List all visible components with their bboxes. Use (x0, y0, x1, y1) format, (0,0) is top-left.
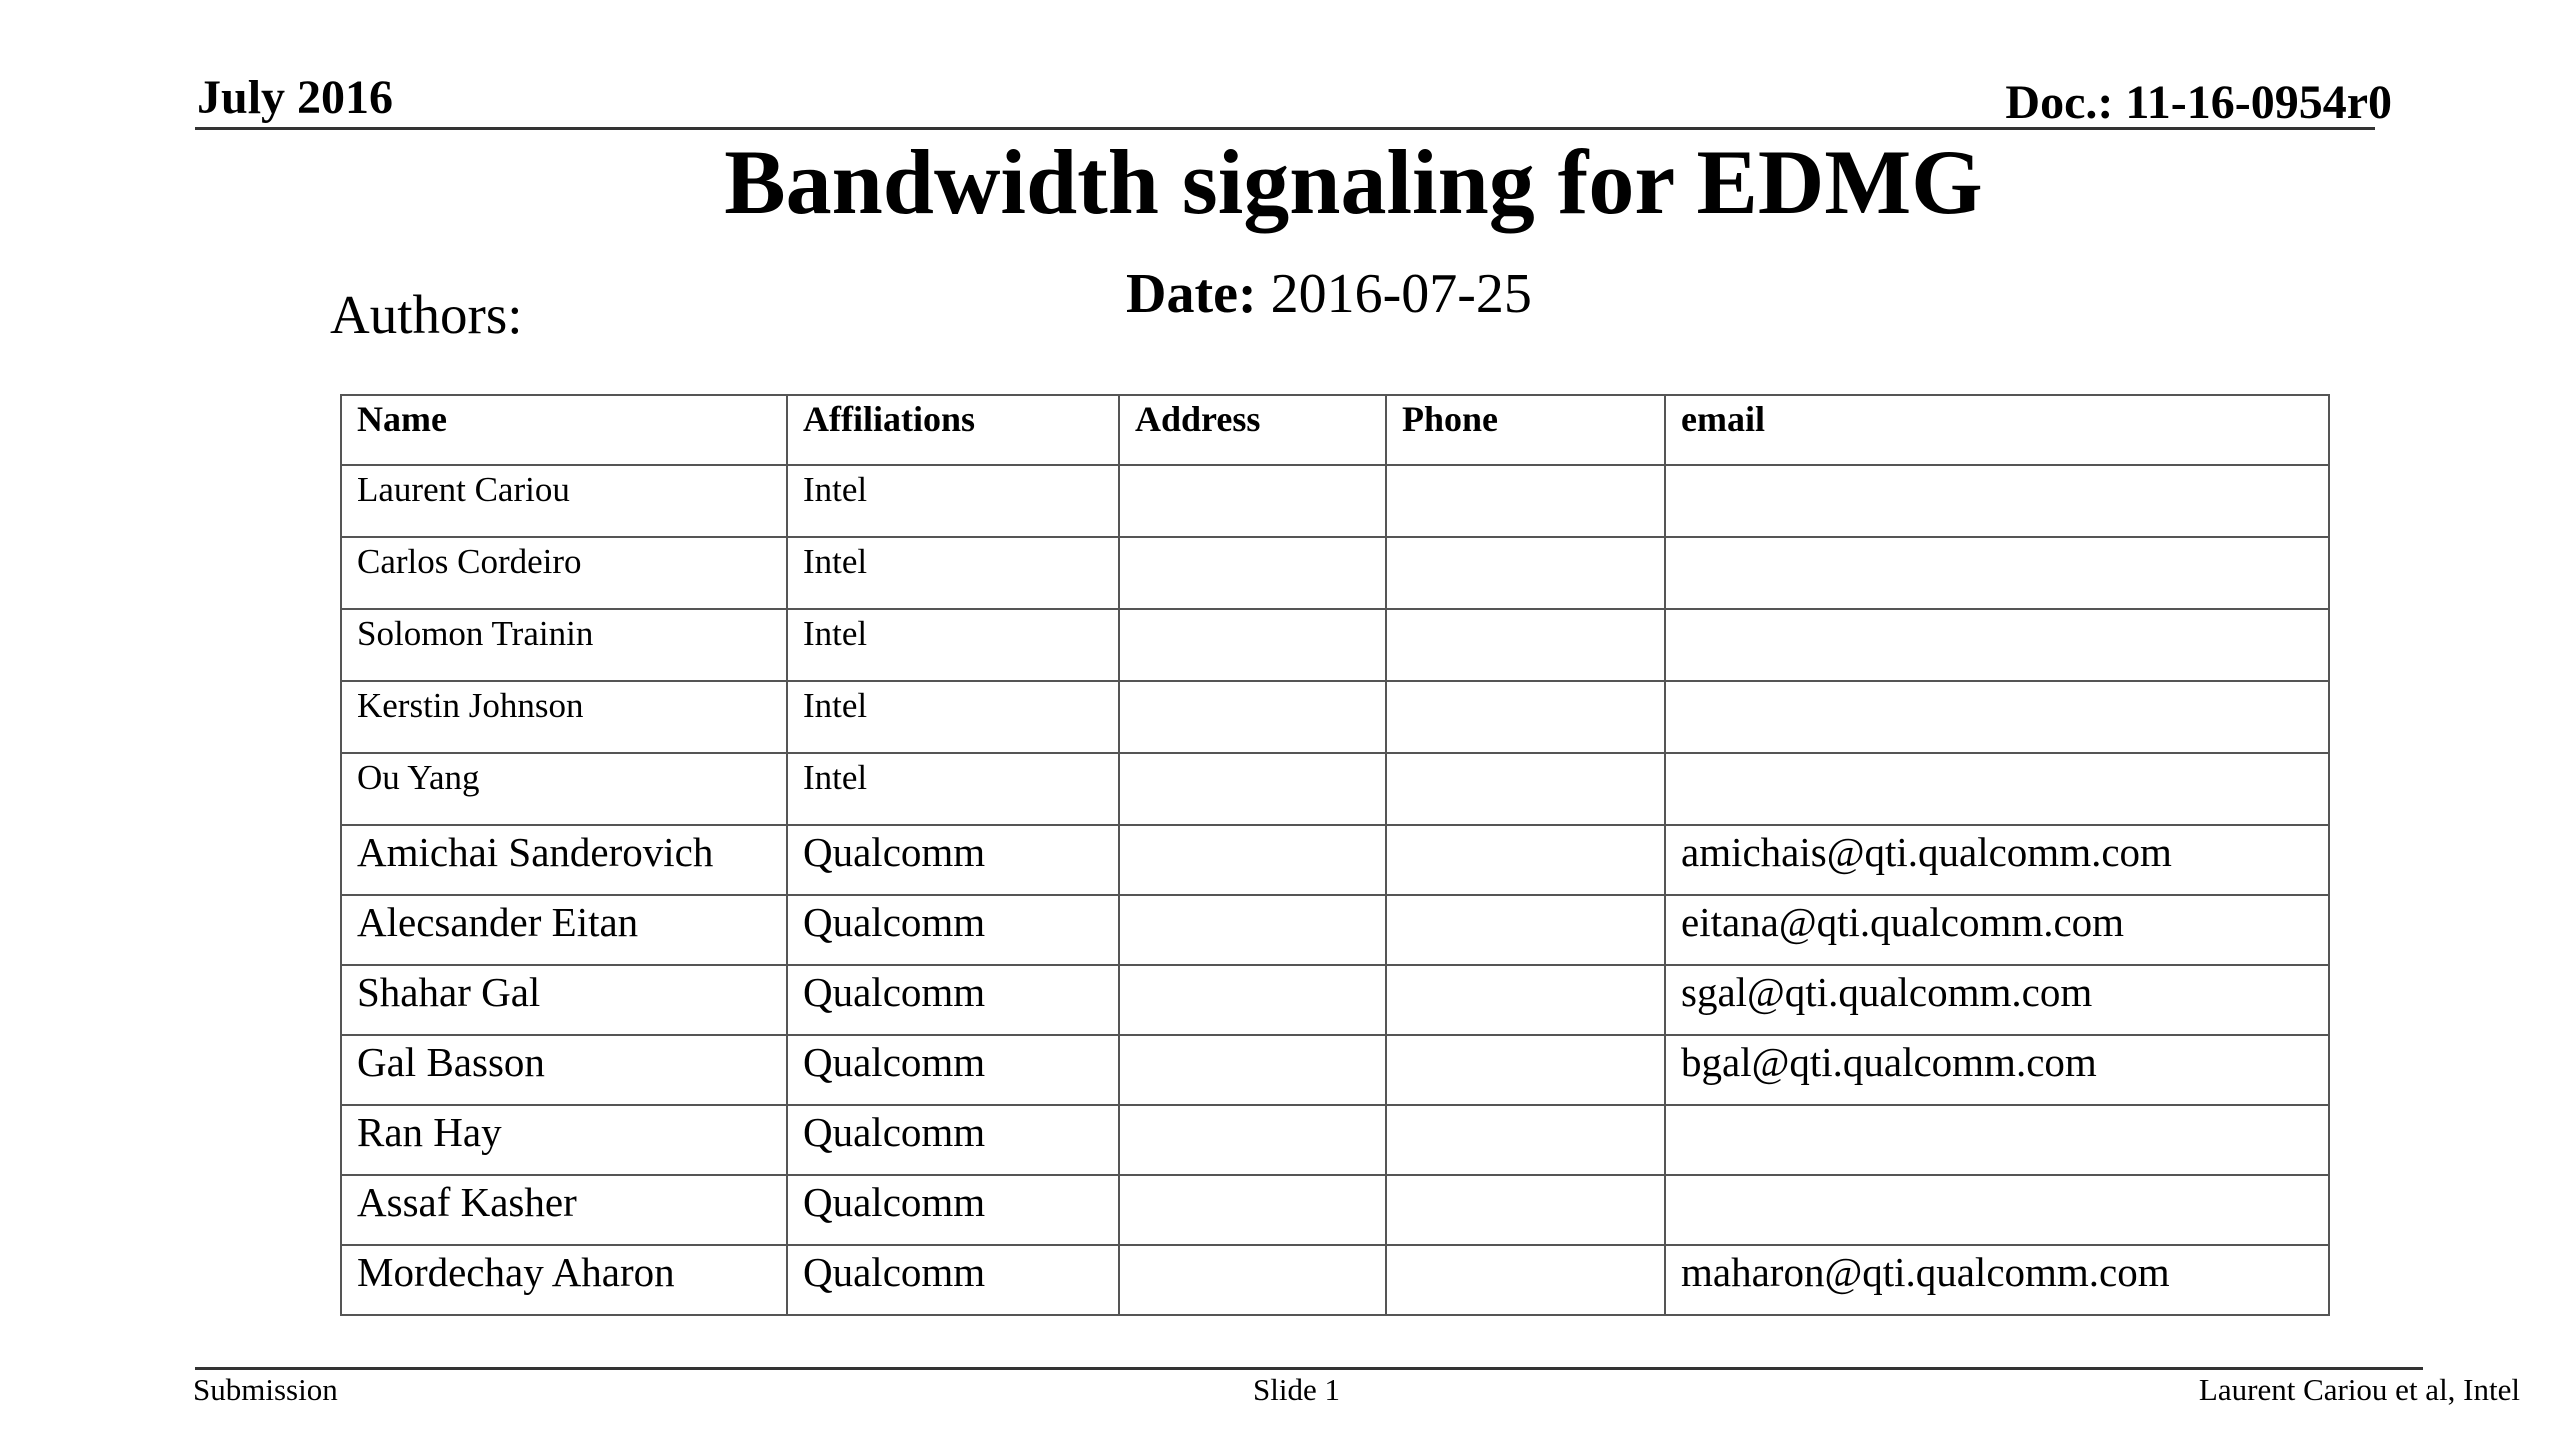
table-row (341, 681, 2329, 753)
date-line (1126, 262, 1532, 326)
author-affiliation: Qualcomm (787, 1105, 1119, 1175)
column-header-name: Name (341, 395, 787, 465)
header-date: July 2016 (197, 71, 394, 124)
author-phone (1386, 1035, 1665, 1105)
table-row (341, 1105, 2329, 1175)
table-row (341, 753, 2329, 825)
table-row (341, 965, 2329, 1035)
author-phone (1386, 465, 1665, 537)
author-email: eitana@qti.qualcomm.com (1665, 895, 2329, 965)
footer-submission: Submission (193, 1372, 338, 1407)
column-header-affiliations: Affiliations (787, 395, 1119, 465)
author-affiliation: Qualcomm (787, 1035, 1119, 1105)
author-address (1119, 753, 1386, 825)
author-affiliation: Intel (787, 609, 1119, 681)
author-email: amichais@qti.qualcomm.com (1665, 825, 2329, 895)
authors-table (340, 394, 2330, 1316)
author-address (1119, 1245, 1386, 1315)
author-name: Solomon Trainin (341, 609, 787, 681)
author-address (1119, 895, 1386, 965)
author-phone (1386, 1105, 1665, 1175)
author-name: Ou Yang (341, 753, 787, 825)
author-affiliation: Qualcomm (787, 965, 1119, 1035)
author-affiliation: Intel (787, 681, 1119, 753)
author-address (1119, 965, 1386, 1035)
author-email (1665, 753, 2329, 825)
column-header-phone: Phone (1386, 395, 1665, 465)
author-affiliation: Qualcomm (787, 1245, 1119, 1315)
date-value: 2016-07-25 (1270, 263, 1532, 325)
author-name: Gal Basson (341, 1035, 787, 1105)
author-name: Carlos Cordeiro (341, 537, 787, 609)
table-row (341, 465, 2329, 537)
author-affiliation: Intel (787, 537, 1119, 609)
table-row (341, 1245, 2329, 1315)
table-row (341, 609, 2329, 681)
table-row (341, 825, 2329, 895)
author-affiliation: Intel (787, 465, 1119, 537)
table-row (341, 1035, 2329, 1105)
footer-slide-number: Slide 1 (1253, 1372, 1340, 1407)
author-email: sgal@qti.qualcomm.com (1665, 965, 2329, 1035)
author-name: Assaf Kasher (341, 1175, 787, 1245)
author-address (1119, 609, 1386, 681)
author-address (1119, 1175, 1386, 1245)
author-name: Mordechay Aharon (341, 1245, 787, 1315)
slide-title: Bandwidth signaling for EDMG (724, 131, 1983, 233)
author-name: Amichai Sanderovich (341, 825, 787, 895)
author-name: Kerstin Johnson (341, 681, 787, 753)
authors-label: Authors: (330, 284, 523, 345)
table-header-row (341, 395, 2329, 465)
author-email (1665, 1105, 2329, 1175)
author-address (1119, 1035, 1386, 1105)
author-phone (1386, 753, 1665, 825)
author-phone (1386, 1245, 1665, 1315)
header-doc-number: Doc.: 11-16-0954r0 (2005, 76, 2392, 129)
column-header-address: Address (1119, 395, 1386, 465)
author-phone (1386, 965, 1665, 1035)
author-email (1665, 465, 2329, 537)
author-affiliation: Qualcomm (787, 895, 1119, 965)
author-name: Shahar Gal (341, 965, 787, 1035)
author-phone (1386, 609, 1665, 681)
author-phone (1386, 1175, 1665, 1245)
author-phone (1386, 681, 1665, 753)
author-address (1119, 681, 1386, 753)
author-address (1119, 1105, 1386, 1175)
author-phone (1386, 895, 1665, 965)
author-phone (1386, 537, 1665, 609)
author-affiliation: Qualcomm (787, 825, 1119, 895)
author-name: Alecsander Eitan (341, 895, 787, 965)
author-email (1665, 609, 2329, 681)
author-name: Ran Hay (341, 1105, 787, 1175)
date-label: Date: (1126, 263, 1257, 325)
author-address (1119, 825, 1386, 895)
author-email (1665, 1175, 2329, 1245)
author-phone (1386, 825, 1665, 895)
author-affiliation: Intel (787, 753, 1119, 825)
column-header-email: email (1665, 395, 2329, 465)
table-row (341, 1175, 2329, 1245)
author-address (1119, 465, 1386, 537)
table-row (341, 895, 2329, 965)
author-address (1119, 537, 1386, 609)
author-email: maharon@qti.qualcomm.com (1665, 1245, 2329, 1315)
table-row (341, 537, 2329, 609)
author-email: bgal@qti.qualcomm.com (1665, 1035, 2329, 1105)
footer-divider (195, 1367, 2423, 1370)
author-email (1665, 537, 2329, 609)
author-affiliation: Qualcomm (787, 1175, 1119, 1245)
footer-authors: Laurent Cariou et al, Intel (2198, 1372, 2520, 1407)
author-email (1665, 681, 2329, 753)
author-name: Laurent Cariou (341, 465, 787, 537)
